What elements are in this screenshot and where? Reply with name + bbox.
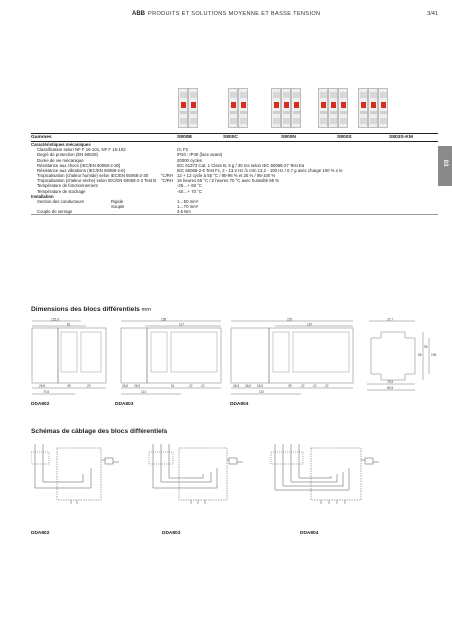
dim-label: 26,5 — [245, 384, 252, 388]
dim-label: 75,5 — [387, 380, 394, 384]
dimension-caption-dda802: DDA802 — [31, 402, 50, 407]
wiring-title-text: Schémas de câblage des blocs différentiels — [31, 428, 168, 435]
wiring-caption-dda802: DDA802 — [31, 531, 50, 536]
wiring-caption-dda804: DDA804 — [300, 531, 319, 536]
dim-label: 22 — [189, 384, 193, 388]
dim-label: 39 — [288, 384, 292, 388]
row-label: Résistance aux vibrations (IEC/EN 60068-2-6) — [37, 167, 126, 173]
dimensions-title-text: Dimensions des blocs différentiels — [31, 306, 140, 313]
row-label: Tropicalisation (chaleur humide) selon IEC/EN 60068-2-30 — [37, 173, 149, 179]
dim-label: 26,5 — [134, 384, 141, 388]
dim-label: 80,5 — [387, 386, 394, 390]
dim-label: 117 — [179, 322, 185, 327]
spec-table — [31, 133, 438, 215]
dim-label: 95 — [424, 345, 428, 349]
dim-label: 167 — [259, 390, 265, 394]
row-unit: °C/RH — [160, 178, 173, 184]
dimensions-unit: mm — [141, 307, 151, 313]
dim-label: 26,5 — [233, 384, 240, 388]
chapter-tab — [438, 146, 452, 186]
row-label-main: Section des conducteurs — [37, 198, 85, 204]
dim-label: 22 — [301, 384, 305, 388]
row-value: 3.5 Nm — [177, 209, 438, 215]
row-label: Durée de vie mécanique — [37, 157, 84, 163]
page-header — [0, 11, 452, 21]
wiring-diagram-svg — [31, 442, 441, 508]
dim-label: 85 — [418, 353, 422, 357]
row-label: Température de stockage — [37, 188, 86, 194]
table-row — [31, 209, 438, 215]
row-label: Température de fonctionnement — [37, 183, 98, 189]
col-header: S800B — [177, 134, 223, 142]
row-value: 1…50 mm² — [177, 198, 199, 204]
dim-label: 26,5 — [39, 384, 46, 388]
dimension-caption-dda803: DDA803 — [115, 402, 134, 407]
col-header: S803S-KM — [389, 134, 438, 142]
row-label: Couple de serrage — [31, 209, 159, 215]
spec-table-header — [31, 134, 438, 142]
col-header: S800C — [223, 134, 281, 142]
brand-logo: ABB — [132, 11, 145, 17]
row-unit — [159, 209, 177, 215]
header-title: PRODUITS ET SOLUTIONS MOYENNE ET BASSE TENSION — [148, 11, 321, 17]
wiring-caption-dda803: DDA803 — [162, 531, 181, 536]
product-photos — [178, 80, 398, 128]
row-label: Tropicalisation (chaleur sèche) selon IEC/EN 60068-2-2 Test B — [37, 178, 157, 184]
row-value: IEC 61373 Cat. 1 Class B, 5 g / 30 ms selon IEC 60068-27 Test Ea — [177, 162, 305, 168]
row-unit: °C/RH — [160, 173, 173, 179]
dim-label: 37,7 — [387, 318, 394, 322]
row-label: Classification selon NF F 16-101, NF F 16-102 — [37, 147, 126, 153]
section-label: Installation — [31, 193, 54, 199]
dim-label: 20 — [87, 384, 91, 388]
row-value: I3, F2 — [177, 147, 188, 153]
dimension-drawing-svg — [31, 318, 441, 398]
wiring-diagrams — [31, 442, 441, 508]
row-sublabel: Souple — [111, 204, 125, 210]
row-sublabel: Rigide — [111, 198, 124, 204]
dim-label: 26,5 — [122, 384, 129, 388]
row-value: IP20 ; IP40 (face avant) — [177, 152, 223, 158]
chapter-tab-label: 03 — [442, 159, 448, 167]
dim-label: 113 — [141, 390, 147, 394]
row-label: Résistance aux chocs (IEC/EN 60068-2-30) — [37, 162, 121, 168]
section-label: Caractéristiques mécaniques — [31, 142, 91, 148]
dim-label: 167 — [307, 322, 313, 327]
dim-label: 26,5 — [257, 384, 264, 388]
row-value: 16 heures 55 °C / 2 heures 70 °C avec humidité 55 % — [177, 178, 280, 184]
row-label: Degré de protection (EN 60529) — [37, 152, 98, 158]
dim-label: 22 — [313, 384, 317, 388]
dim-label: 81 — [67, 322, 71, 327]
page-number: 3/41 — [427, 11, 438, 17]
col-header — [159, 134, 177, 142]
dim-label: 195 — [431, 353, 437, 357]
row-value: -40…+ 70 °C — [177, 188, 203, 194]
dimension-caption-dda804: DDA804 — [230, 402, 249, 407]
col-header: S800S — [337, 134, 389, 142]
col-header: S800N — [281, 134, 337, 142]
dim-label: 22 — [325, 384, 329, 388]
row-value: IEC 60068-2-6 Test Fc, 2 - 13.2 Hz /1 mm 13,2 - 100 Hz / 0,7 g avec charge 100 % x Ie — [177, 167, 343, 173]
col-header: Gammes — [31, 134, 159, 142]
row-value: -25…+ 60 °C — [177, 183, 203, 189]
row-value: 20000 cycles — [177, 157, 203, 163]
row-value: 12 + 12 cycle à 55 °C / 90-96 % et 25 % / 95-100 % — [177, 173, 276, 179]
dim-label: 49 — [67, 384, 71, 388]
dim-label: 61 — [171, 384, 175, 388]
dim-label: 158 — [161, 318, 167, 322]
dim-label: 125,5 — [51, 318, 59, 322]
dim-label: 220 — [287, 318, 293, 322]
dim-label: 70,5 — [43, 390, 50, 394]
dimensions-title — [31, 306, 151, 313]
row-value: 1…70 mm² — [177, 204, 199, 210]
dimension-drawings — [31, 318, 441, 398]
dim-label: 22 — [201, 384, 205, 388]
wiring-title — [31, 428, 167, 435]
